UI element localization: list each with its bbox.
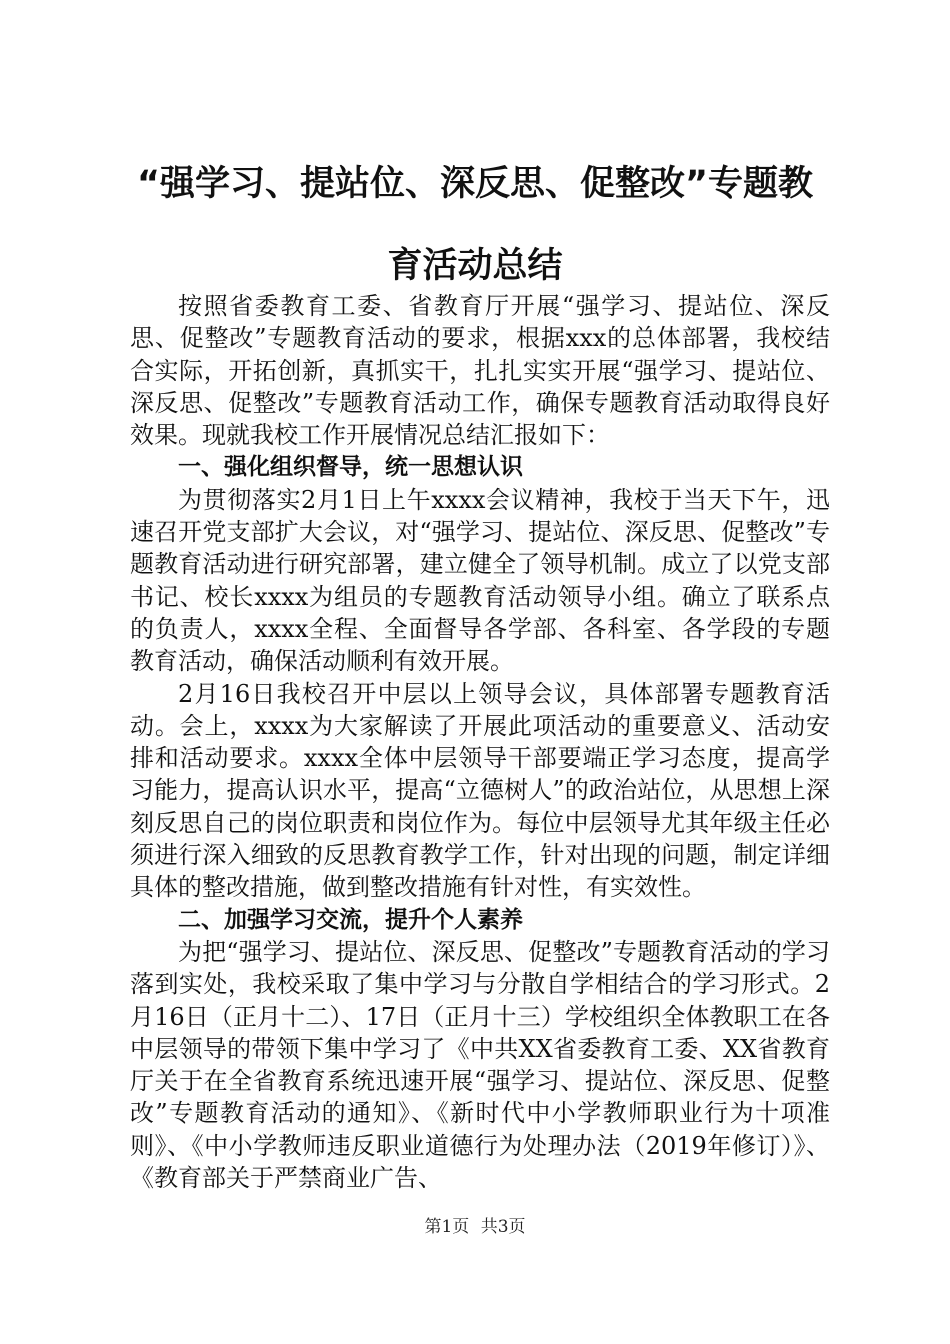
section-heading-1: 一、强化组织督导，统一思想认识 [178,454,523,481]
page-footer [0,1212,950,1237]
document-title-line-1: “强学习、提站位、深反思、促整改”专题教 [136,164,813,204]
intro-paragraph: 按照省委教育工委、省教育厅开展“强学习、提站位、深反思、促整改”专题教育活动的要求，根据xxx的总体部署，我校结合实际，开拓创新，真抓实干，扎扎实实开展“强学习、提站位、深反思、促整改”专题教育活动工作，确保专题教育活动取得良好效果。现就我校工作开展情况总结汇报如下： [130,292,830,450]
body-paragraph: 为贯彻落实2月1日上午xxxx会议精神，我校于当天下午，迅速召开党支部扩大会议，对“强学习、提站位、深反思、促整改”专题教育活动进行研究部署，建立健全了领导机制。成立了以党支部书记、校长xxxx为组员的专题教育活动领导小组。确立了联系点的负责人，xxxx全程、全面督导各学部、各科室、各学段的专题教育活动，确保活动顺利有效开展。 [130,485,830,676]
section-heading-2: 二、加强学习交流，提升个人素养 [178,906,523,933]
page-total: 共3页 [480,1217,526,1237]
document-title-line-2: 育活动总结 [387,246,563,286]
page-number: 第1页 [424,1217,470,1237]
body-paragraph: 为把“强学习、提站位、深反思、促整改”专题教育活动的学习落到实处，我校采取了集中学习与分散自学相结合的学习形式。2月16日（正月十二）、17日（正月十三）学校组织全体教职工在各中层领导的带领下集中学习了《中共XX省委教育工委、XX省教育厅关于在全省教育系统迅速开展“强学习、提站位、深反思、促整改”专题教育活动的通知》、《新时代中小学教师职业行为十项准则》、《中小学教师违反职业道德行为处理办法（2019年修订）》、《教育部关于严禁商业广告、 [130,937,830,1193]
document-body [130,290,830,1194]
body-paragraph: 2月16日我校召开中层以上领导会议，具体部署专题教育活动。会上，xxxx为大家解读了开展此项活动的重要意义、活动安排和活动要求。xxxx全体中层领导干部要端正学习态度，提高学习能力，提高认识水平，提高“立德树人”的政治站位，从思想上深刻反思自己的岗位职责和岗位作为。每位中层领导尤其年级主任必须进行深入细致的反思教育教学工作，针对出现的问题，制定详细具体的整改措施，做到整改措施有针对性，有实效性。 [130,679,830,902]
